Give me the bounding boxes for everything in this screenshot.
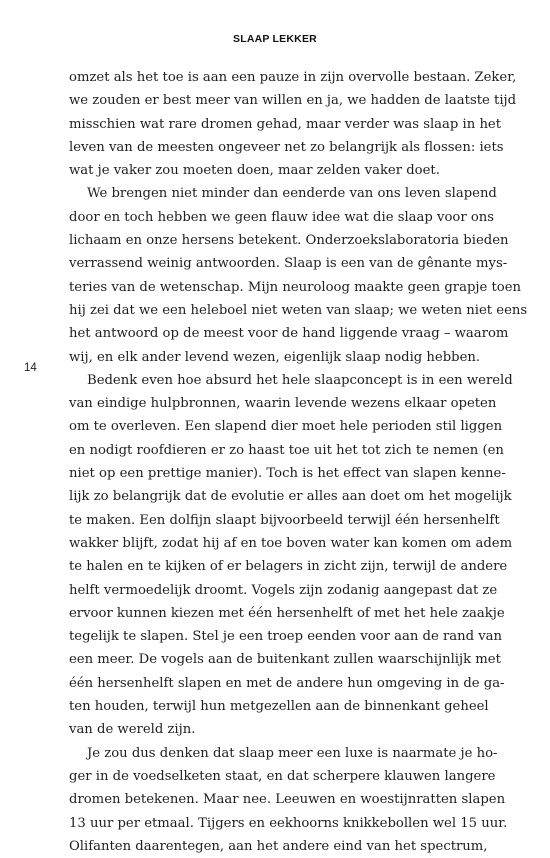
text-line: helft vermoedelijk droomt. Vogels zijn zodanig aangepast dat ze: [69, 582, 498, 598]
text-line: lichaam en onze hersens betekent. Onderzoekslaboratoria bieden: [69, 233, 509, 249]
text-line: ervoor kunnen kiezen met één hersenhelft of met het hele zaakje: [69, 605, 505, 621]
text-line: omzet als het toe is aan een pauze in zijn overvolle bestaan. Zeker,: [69, 70, 517, 85]
text-line: ten houden, terwijl hun metgezellen aan de binnenkant geheel: [69, 699, 489, 715]
text-line: 13 uur per etmaal. Tijgers en eekhoorns knikkebollen wel 15 uur.: [69, 815, 508, 831]
text-line: één hersenhelft slapen en met de andere hun omgeving in de ga-: [69, 675, 505, 691]
text-line: teries van de wetenschap. Mijn neuroloog maakte geen grapje toen: [69, 279, 522, 295]
running-header: SLAAP LEKKER: [233, 33, 317, 45]
text-line: en nodigt roofdieren er zo haast toe uit het tot zich te nemen (en: [69, 442, 504, 458]
text-line: wij, en elk ander levend wezen, eigenlijk slaap nodig hebben.: [69, 349, 481, 365]
text-line: wakker blijft, zodat hij af en toe boven water kan komen om adem: [69, 535, 513, 551]
text-line: verrassend weinig antwoorden. Slaap is een van de gênante mys-: [69, 256, 508, 272]
text-line: Bedenk even hoe absurd het hele slaapconcept is in een wereld: [87, 372, 513, 388]
page-number: 14: [24, 362, 37, 374]
text-line: lijk zo belangrijk dat de evolutie er alles aan doet om het mogelijk: [69, 489, 512, 505]
text-line: Je zou dus denken dat slaap meer een luxe is naarmate je ho-: [87, 745, 498, 761]
text-line: hij zei dat we een heleboel niet weten van slaap; we weten niet eens: [69, 302, 528, 318]
text-line: niet op een prettige manier). Toch is het effect van slapen kenne-: [69, 466, 506, 482]
text-line: dromen betekenen. Maar nee. Leeuwen en woestijnratten slapen: [69, 792, 506, 808]
text-line: een meer. De vogels aan de buitenkant zullen waarschijnlijk met: [69, 652, 501, 668]
text-line: leven van de meesten ongeveer net zo belangrijk als flossen: iets: [69, 139, 504, 155]
text-line: door en toch hebben we geen flauw idee wat die slaap voor ons: [69, 209, 495, 225]
text-line: van de wereld zijn.: [69, 722, 196, 738]
paragraph: [69, 182, 528, 368]
body-text: [69, 66, 528, 858]
text-line: misschien wat rare dromen gehad, maar verder was slaap in het: [69, 116, 502, 132]
text-line: om te overleven. Een slapend dier moet hele perioden stil liggen: [69, 419, 503, 435]
text-line: te halen en te kijken of er belagers in zicht zijn, terwijl de andere: [69, 559, 508, 575]
text-line: we zouden er best meer van willen en ja, we hadden de laatste tijd: [69, 93, 517, 109]
text-line: Olifanten daarentegen, aan het andere eind van het spectrum,: [69, 838, 488, 854]
text-line: wat je vaker zou moeten doen, maar zelden vaker doet.: [69, 163, 440, 179]
paragraph: [69, 369, 513, 742]
text-line: tegelijk te slapen. Stel je een troep eenden voor aan de rand van: [69, 629, 503, 645]
text-line: We brengen niet minder dan eenderde van ons leven slapend: [87, 186, 497, 202]
text-line: van eindige hulpbronnen, waarin levende wezens elkaar opeten: [69, 396, 497, 412]
paragraph: [69, 66, 517, 182]
paragraph: [69, 742, 508, 858]
text-line: ger in de voedselketen staat, en dat scherpere klauwen langere: [69, 768, 496, 784]
text-line: het antwoord op de meest voor de hand liggende vraag – waarom: [69, 326, 509, 342]
text-line: te maken. Een dolfijn slaapt bijvoorbeeld terwijl één hersenhelft: [69, 512, 500, 528]
